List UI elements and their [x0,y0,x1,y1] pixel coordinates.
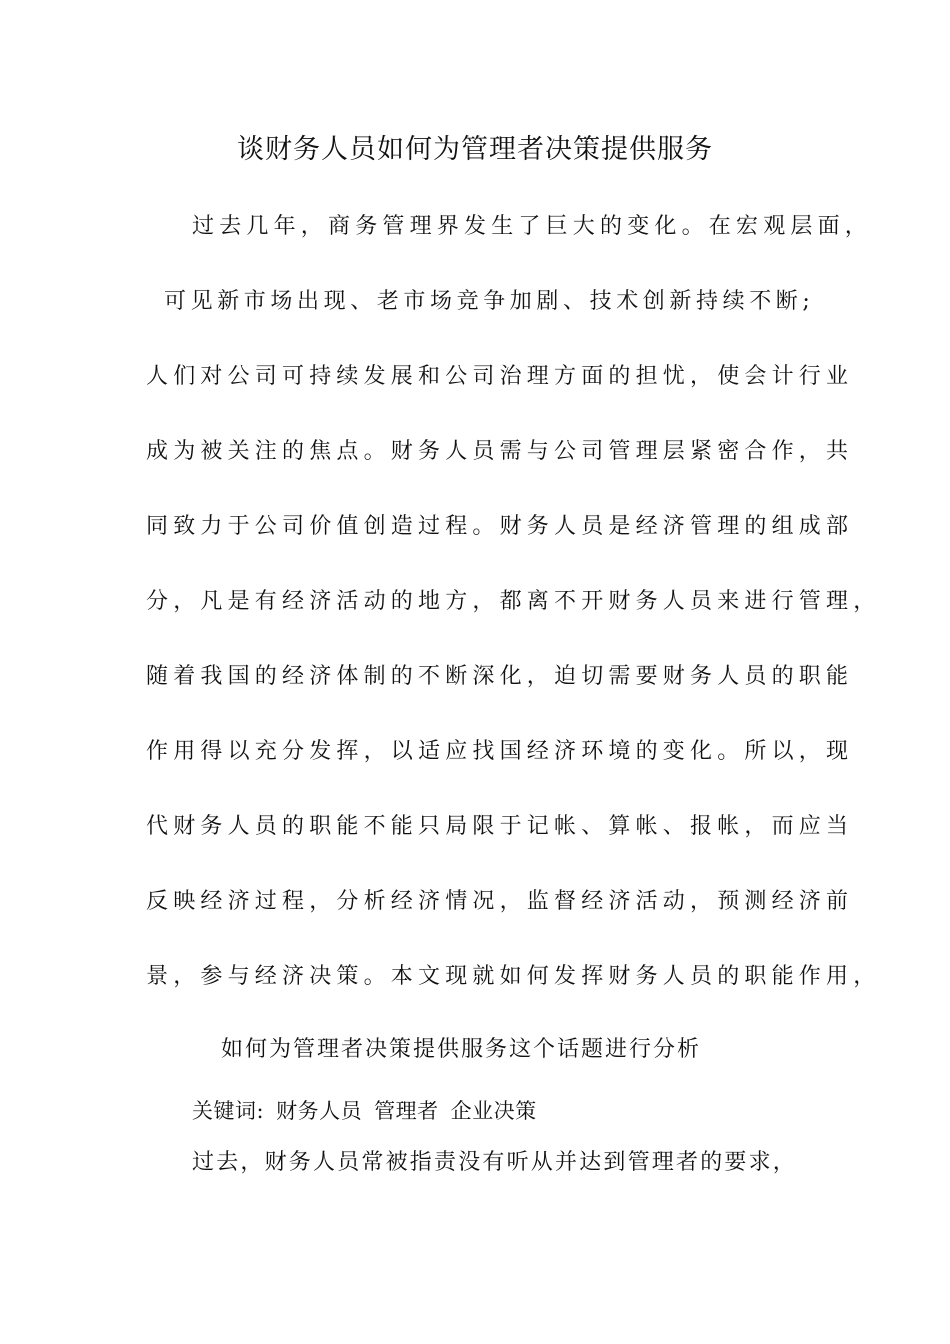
body-line-2: 可见新市场出现、老市场竞争加剧、技术创新持续不断; [164,289,815,314]
body-line-5: 同致力于公司价值创造过程。财务人员是经济管理的组成部 [146,514,854,539]
keyword-3: 企业决策 [450,1099,537,1123]
keyword-1: 财务人员 [276,1099,363,1123]
body-line-12: 如何为管理者决策提供服务这个话题进行分析 [221,1037,702,1062]
keywords-line [192,1095,537,1127]
body-line-11: 景，参与经济决策。本文现就如何发挥财务人员的职能作用， [146,964,881,989]
body-line-7: 随着我国的经济体制的不断深化，迫切需要财务人员的职能 [146,664,854,689]
body-line-1: 过去几年，商务管理界发生了巨大的变化。在宏观层面， [192,214,873,239]
closing-line: 过去，财务人员常被指责没有听从并达到管理者的要求， [192,1150,798,1175]
keyword-2: 管理者 [374,1099,439,1123]
body-line-4: 成为被关注的焦点。财务人员需与公司管理层紧密合作，共 [146,439,854,464]
body-line-9: 代财务人员的职能不能只局限于记帐、算帐、报帐，而应当 [146,814,854,839]
body-line-8: 作用得以充分发挥，以适应找国经济环境的变化。所以，现 [146,739,854,764]
body-line-10: 反映经济过程，分析经济情况，监督经济活动，预测经济前 [146,889,854,914]
body-line-3: 人们对公司可持续发展和公司治理方面的担忧，使会计行业 [146,364,854,389]
body-line-6: 分，凡是有经济活动的地方，都离不开财务人员来进行管理， [146,589,881,614]
keywords-label: 关键词: [192,1099,265,1123]
document-title: 谈财务人员如何为管理者决策提供服务 [237,134,713,165]
